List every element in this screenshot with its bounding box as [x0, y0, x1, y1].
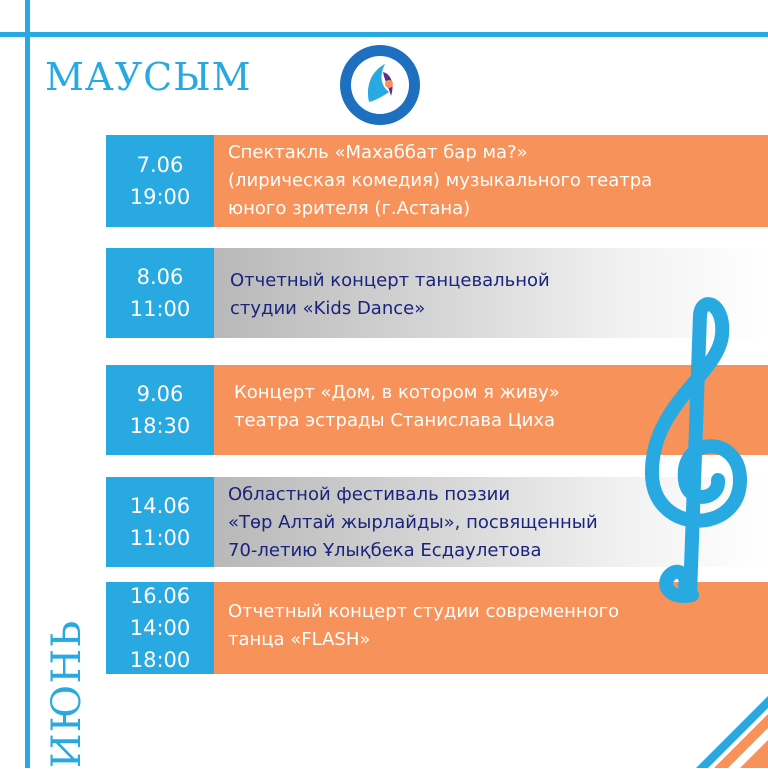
month-title-ru: ИЮНЬ — [44, 619, 90, 769]
event-date-box — [106, 248, 214, 338]
event-description-line: Отчетный концерт студии современного — [228, 601, 620, 622]
frame-left-line — [25, 0, 30, 768]
event-date: 8.06 — [136, 265, 184, 289]
event-description — [228, 598, 619, 654]
event-description-line: (лирическая комедия) музыкального театра — [228, 170, 653, 191]
event-description-line: танца «FLASH» — [228, 629, 371, 650]
event-time: 11:00 — [129, 526, 191, 550]
event-description — [228, 139, 652, 223]
frame-top-line — [0, 32, 768, 37]
philharmonic-logo — [339, 44, 421, 126]
event-description-line: театра эстрады Станислава Циха — [234, 410, 556, 431]
event-row — [106, 135, 768, 227]
event-description — [234, 379, 560, 435]
event-description — [228, 481, 598, 565]
event-date-box — [106, 477, 214, 567]
event-description-line: Отчетный концерт танцевальной — [230, 270, 550, 291]
event-date: 9.06 — [136, 382, 184, 406]
event-description-line: юного зрителя (г.Астана) — [228, 198, 471, 219]
event-description-line: 70-летию Ұлықбека Есдаулетова — [228, 540, 542, 561]
corner-decoration — [668, 668, 768, 768]
event-time: 11:00 — [129, 297, 191, 321]
event-description-line: Областной фестиваль поэзии — [228, 484, 511, 505]
event-date-box — [106, 365, 214, 455]
event-date: 14.06 — [129, 494, 191, 518]
event-date-box — [106, 582, 214, 674]
event-time: 18:00 — [129, 648, 191, 672]
event-date: 7.06 — [136, 153, 184, 177]
event-description — [230, 267, 550, 323]
treble-clef-icon — [630, 295, 750, 615]
event-time: 19:00 — [129, 185, 191, 209]
event-date-box — [106, 135, 214, 227]
event-time: 18:30 — [129, 414, 191, 438]
event-description-line: Концерт «Дом, в котором я живу» — [234, 382, 560, 403]
event-time: 14:00 — [129, 616, 191, 640]
event-description-line: «Төр Алтай жырлайды», посвященный — [228, 512, 598, 533]
month-title-kz: МАУСЫМ — [45, 55, 252, 99]
event-date: 16.06 — [129, 584, 191, 608]
event-description-line: студии «Kids Dance» — [230, 298, 426, 319]
event-description-line: Спектакль «Махаббат бар ма?» — [228, 142, 528, 163]
